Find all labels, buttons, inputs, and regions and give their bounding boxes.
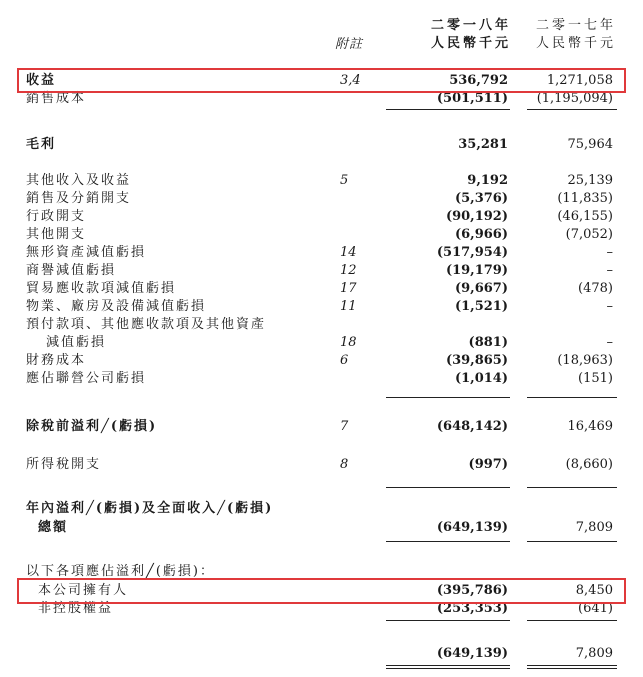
row-other-income [0, 172, 643, 190]
value-2017: – [606, 245, 613, 260]
row-label: 預付款項、其他應收款項及其他資產 [26, 317, 267, 332]
subtotal-rule-2018 [386, 397, 510, 398]
row-prepayments-label [0, 316, 643, 334]
row-other-expenses [0, 226, 643, 244]
value-2018: 536,792 [449, 73, 508, 88]
value-2017: 75,964 [567, 137, 613, 152]
subtotal-rule-2017 [527, 620, 617, 621]
value-2017: – [606, 263, 613, 278]
row-note: 17 [340, 281, 357, 296]
subtotal-rule-2018 [386, 620, 510, 621]
row-note: 8 [340, 457, 349, 472]
row-income-tax [0, 456, 643, 474]
subtotal-rule-2017 [527, 397, 617, 398]
row-note: 5 [340, 173, 349, 188]
double-rule-2017 [527, 665, 617, 666]
row-note: 18 [340, 335, 357, 350]
value-2018: (39,865) [445, 353, 508, 368]
subtotal-rule-2017 [527, 487, 617, 488]
row-profit-before-tax [0, 418, 643, 436]
row-note: 7 [340, 419, 349, 434]
row-note: 11 [340, 299, 357, 314]
value-2018: (501,511) [436, 91, 508, 106]
year-2018-header-line1: 二零一八年 [430, 18, 511, 33]
value-2017: (18,963) [557, 353, 613, 368]
value-2018: (5,376) [454, 191, 508, 206]
value-2018: (19,179) [445, 263, 508, 278]
value-2017: (478) [578, 281, 613, 296]
value-2018: (90,192) [445, 209, 508, 224]
row-label: 年內溢利╱(虧損)及全面收入╱(虧損) [26, 501, 274, 516]
value-2017: (151) [578, 371, 613, 386]
year-2017-header-line2: 人民幣千元 [535, 36, 616, 51]
row-finance-costs [0, 352, 643, 370]
value-2017: 25,139 [567, 173, 613, 188]
value-2017: (8,660) [565, 457, 613, 472]
row-label: 非控股權益 [38, 601, 114, 616]
row-ppe-impairment [0, 298, 643, 316]
value-2017: (641) [578, 601, 613, 616]
double-rule-2018 [386, 665, 510, 666]
row-admin-expenses [0, 208, 643, 226]
row-label: 除稅前溢利╱(虧損) [26, 419, 158, 434]
row-label: 毛利 [26, 137, 57, 152]
value-2017: (11,835) [557, 191, 613, 206]
row-note: 6 [340, 353, 349, 368]
row-share-of-associates [0, 370, 643, 388]
value-2018: (395,786) [436, 583, 508, 598]
subtotal-rule-2018 [386, 487, 510, 488]
subtotal-rule-2018 [386, 109, 510, 110]
value-2017: 7,809 [575, 646, 613, 661]
row-label: 收益 [26, 73, 57, 88]
value-2017: (46,155) [557, 209, 613, 224]
row-label: 總額 [38, 520, 69, 535]
highlight-box-revenue [17, 68, 626, 93]
value-2018: (881) [468, 335, 508, 350]
row-label: 銷售及分銷開支 [26, 191, 132, 206]
value-2018: 9,192 [467, 173, 508, 188]
row-label: 應佔聯營公司虧損 [26, 371, 147, 386]
row-goodwill-impairment [0, 262, 643, 280]
double-rule-2017 [527, 668, 617, 669]
row-prepayments-impairment [0, 334, 643, 352]
row-intangible-impairment [0, 244, 643, 262]
value-2018: (517,954) [436, 245, 508, 260]
row-label: 財務成本 [26, 353, 87, 368]
row-label: 行政開支 [26, 209, 87, 224]
value-2018: (649,139) [436, 646, 508, 661]
subtotal-rule-2017 [527, 109, 617, 110]
value-2018: (1,014) [454, 371, 508, 386]
subtotal-rule-2018 [386, 541, 510, 542]
row-label: 其他收入及收益 [26, 173, 132, 188]
row-label: 商譽減值虧損 [26, 263, 117, 278]
row-label: 銷售成本 [26, 91, 87, 106]
value-2017: 1,271,058 [546, 73, 613, 88]
value-2018: (6,966) [454, 227, 508, 242]
value-2017: (7,052) [565, 227, 613, 242]
value-2018: (648,142) [436, 419, 508, 434]
value-2017: – [606, 299, 613, 314]
row-note: 14 [340, 245, 357, 260]
value-2018: (997) [468, 457, 508, 472]
subtotal-rule-2017 [527, 541, 617, 542]
value-2017: 16,469 [567, 419, 613, 434]
row-grand-total [0, 645, 643, 663]
value-2018: (649,139) [436, 520, 508, 535]
double-rule-2018 [386, 668, 510, 669]
value-2018: 35,281 [458, 137, 508, 152]
value-2017: 7,809 [575, 520, 613, 535]
row-note: 12 [340, 263, 357, 278]
value-2017: (1,195,094) [536, 91, 613, 106]
value-2018: (253,353) [436, 601, 508, 616]
value-2017: 8,450 [575, 583, 613, 598]
row-selling-expenses [0, 190, 643, 208]
row-total-comprehensive [0, 519, 643, 537]
value-2017: – [606, 335, 613, 350]
row-label: 減值虧損 [46, 335, 107, 350]
row-trade-receivables-impairment [0, 280, 643, 298]
year-2017-header-line1: 二零一七年 [535, 18, 616, 33]
row-label: 物業、廠房及設備減值虧損 [26, 299, 207, 314]
year-2018-header-line2: 人民幣千元 [430, 36, 511, 51]
row-label: 以下各項應佔溢利╱(虧損)： [26, 564, 215, 579]
row-total-comprehensive-label [0, 500, 643, 518]
value-2018: (9,667) [454, 281, 508, 296]
row-gross-profit [0, 136, 643, 154]
row-label: 本公司擁有人 [38, 583, 129, 598]
value-2018: (1,521) [454, 299, 508, 314]
row-label: 所得稅開支 [26, 457, 102, 472]
highlight-box-owners [17, 578, 626, 604]
note-column-header: 附註 [335, 37, 364, 52]
row-note: 3,4 [340, 73, 361, 88]
row-label: 無形資產減值虧損 [26, 245, 147, 260]
row-label: 貿易應收款項減值虧損 [26, 281, 177, 296]
row-label: 其他開支 [26, 227, 87, 242]
